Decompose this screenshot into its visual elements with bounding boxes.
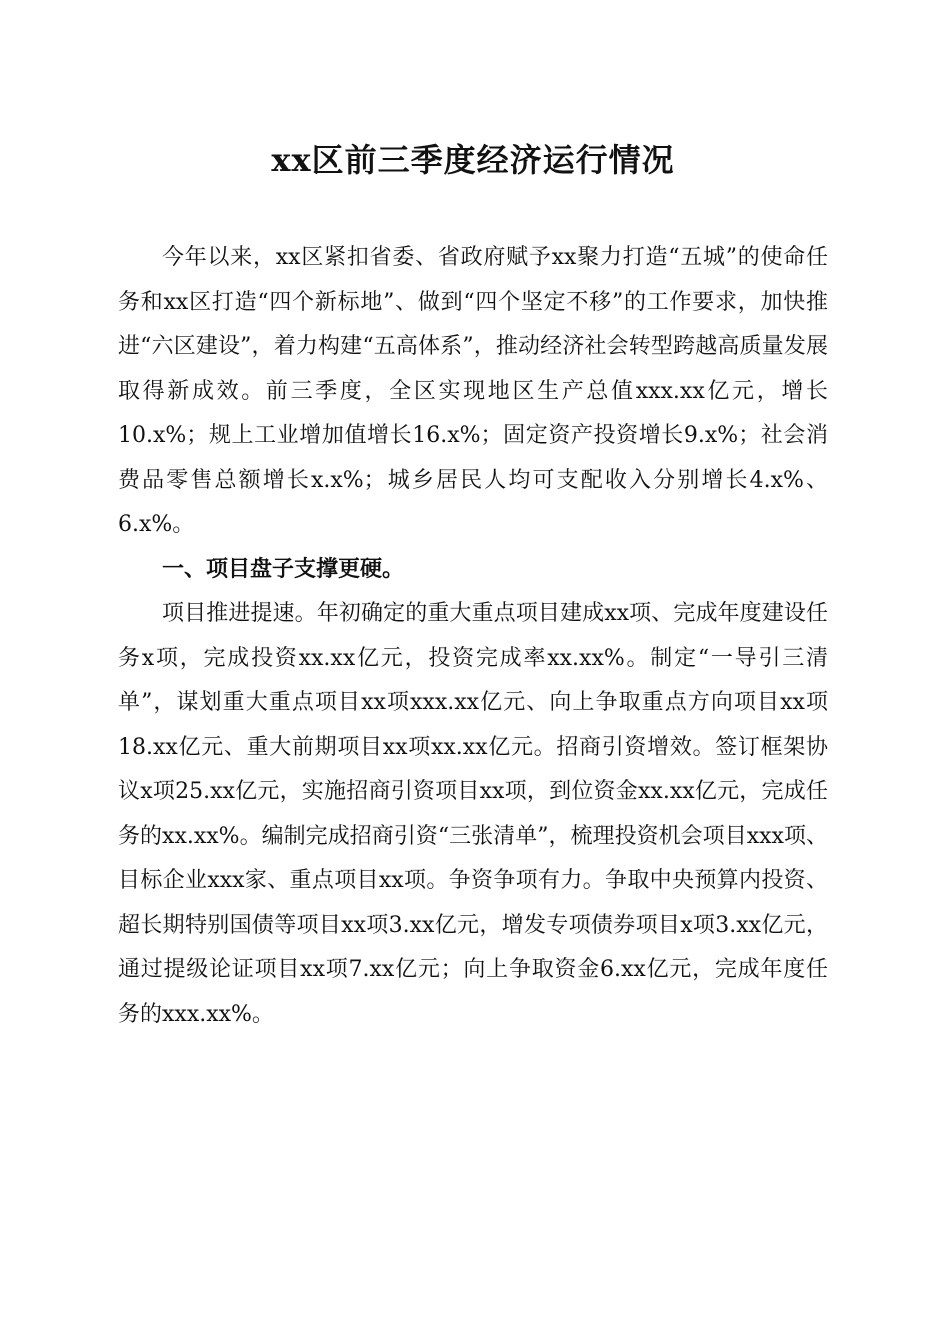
document-title: xx区前三季度经济运行情况: [271, 141, 675, 179]
section-body-paragraph: 项目推进提速。年初确定的重大重点项目建成xx项、完成年度建设任务x项，完成投资xx.xx亿元，投资完成率xx.xx%。制定“一导引三清单”，谋划重大重点项目xx项xxx.xx亿元、向上争取重点方向项目xx项18.xx亿元、重大前期项目xx项xx.xx亿元。招商引资增效。签订框架协议x项25.xx亿元，实施招商引资项目xx项，到位资金xx.xx亿元，完成任务的xx.xx%。编制完成招商引资“三张清单”，梳理投资机会项目xxx项、目标企业xxx家、重点项目xx项。争资争项有力。争取中央预算内投资、超长期特别国债等项目xx项3.xx亿元，增发专项债券项目x项3.xx亿元，通过提级论证项目xx项7.xx亿元；向上争取资金6.xx亿元，完成年度任务的xxx.xx%。: [118, 601, 828, 1027]
document-page: [118, 130, 828, 1037]
intro-paragraph: 今年以来，xx区紧扣省委、省政府赋予xx聚力打造“五城”的使命任务和xx区打造“四个新标地”、做到“四个坚定不移”的工作要求，加快推进“六区建设”，着力构建“五高体系”，推动经济社会转型跨越高质量发展取得新成效。前三季度，全区实现地区生产总值xxx.xx亿元，增长10.x%；规上工业增加值增长16.x%；固定资产投资增长9.x%；社会消费品零售总额增长x.x%；城乡居民人均可支配收入分别增长4.x%、6.x%。: [118, 245, 828, 537]
section-heading: 一、项目盘子支撑更硬。: [162, 556, 405, 582]
